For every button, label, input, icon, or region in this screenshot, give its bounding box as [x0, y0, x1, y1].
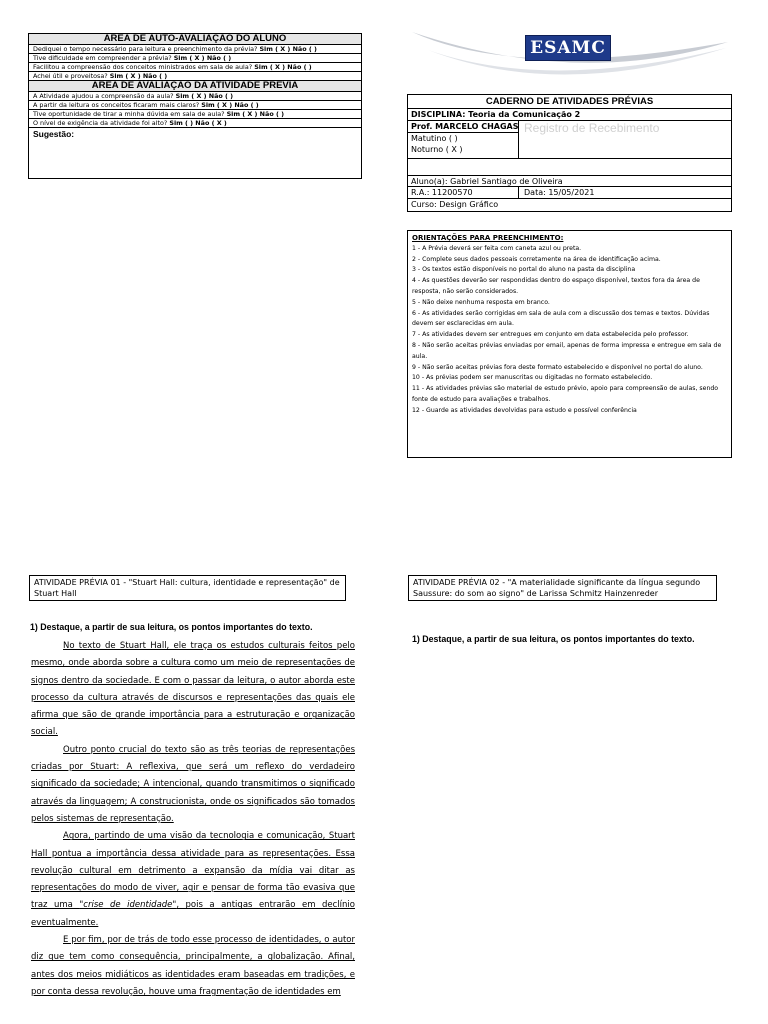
receipt-stamp-area: Registro de Recebimento [524, 121, 660, 135]
instruction-item: 3 - Os textos estão disponíveis no portal do aluno na pasta da disciplina [412, 266, 636, 274]
instruction-item: 9 - Não serão aceitas prévias fora deste formato estabelecido e disponível no portal do aluno. [412, 363, 703, 371]
student-ra: R.A.: 11200570 [408, 187, 519, 199]
activity-2-title-box [408, 575, 717, 601]
instructions-box [407, 230, 732, 458]
suggestion-field[interactable] [29, 128, 361, 178]
shift-morning: Matutino ( ) [411, 134, 458, 143]
self-eval-row: Facilitou a compreensão dos conceitos ministrados em sala de aula? Sim ( X ) Não ( ) [29, 63, 361, 72]
self-eval-row: Tive dificuldade em compreender a prévia? Sim ( X ) Não ( ) [29, 54, 361, 63]
activity-2-title: ATIVIDADE PRÉVIA 02 - "A materialidade significante da língua segundo Saussure: do som ao signo" de Larissa Schmitz Hainzenreder [413, 578, 701, 598]
instruction-item: 12 - Guarde as atividades devolvidas para estudo e possível conferência [412, 406, 637, 414]
instruction-item: 4 - As questões deverão ser respondidas dentro do espaço disponível, textos fora da área de resposta, não serão considerados. [412, 277, 700, 295]
instruction-item: 10 - As prévias podem ser manuscritas ou digitadas no formato estabelecido. [412, 374, 653, 382]
activity-1-title-box [29, 575, 346, 601]
answer-paragraph: Outro ponto crucial do texto são as três teorias de representações criadas por Stuart: A reflexiva, que será um reflexo do verdadeiro significado da sociedade; A intencional, quando transmitimos o significado através da linguagem; A construcionista, onde os significados são tomados pelos sistemas de representação. [31, 744, 355, 824]
caderno-title: CADERNO DE ATIVIDADES PRÉVIAS [408, 95, 731, 109]
activity-1-question: 1) Destaque, a partir de sua leitura, os pontos importantes do texto. [30, 622, 313, 632]
instructions-title: ORIENTAÇÕES PARA PREENCHIMENTO: [412, 234, 564, 242]
instruction-item: 1 - A Prévia deverá ser feita com caneta azul ou preta. [412, 244, 582, 252]
professor-shift-cell [408, 121, 519, 159]
student-name: Aluno(a): Gabriel Santiago de Oliveira [408, 175, 731, 187]
self-eval-row: Dediquei o tempo necessário para leitura e preenchimento da prévia? Sim ( X ) Não ( ) [29, 45, 361, 54]
esamc-logo [525, 35, 611, 61]
shift-night: Noturno ( X ) [411, 145, 463, 154]
self-evaluation-table [28, 33, 362, 179]
professor-name: Prof. MARCELO CHAGAS [408, 121, 518, 133]
submission-date: Data: 15/05/2021 [524, 188, 595, 197]
suggestion-label: Sugestão: [33, 129, 75, 139]
instruction-item: 6 - As atividades serão corrigidas em sala de aula com a discussão dos temas e textos. Dúvidas devem ser esclarecidas em aula. [412, 309, 710, 328]
activity-evaluation-title: ÁREA DE AVALIAÇÃO DA ATIVIDADE PRÉVIA [29, 81, 361, 92]
activity-eval-row: A partir da leitura os conceitos ficaram mais claros? Sim ( X ) Não ( ) [29, 101, 361, 110]
discipline: DISCIPLINA: Teoria da Comunicação 2 [408, 109, 731, 121]
answer-paragraph: No texto de Stuart Hall, ele traça os estudos culturais feitos pelo mesmo, onde aborda sobre a cultura como um meio de representações de signos dentro da sociedade. E com o passar da leitura, o autor aborda este processo da cultura através de discursos e representações das quais ele afirma que são de grande importância para a estruturação e organização social. [31, 641, 355, 738]
instruction-item: 2 - Complete seus dados pessoais corretamente na área de identificação acima. [412, 255, 661, 263]
self-evaluation-title: ÁREA DE AUTO-AVALIAÇÃO DO ALUNO [29, 34, 361, 45]
activity-1-answer[interactable] [31, 638, 355, 1001]
activity-eval-row: A Atividade ajudou a compreensão da aula? Sim ( X ) Não ( ) [29, 92, 361, 101]
activity-2-question: 1) Destaque, a partir de sua leitura, os pontos importantes do texto. [412, 634, 695, 644]
self-eval-row: Achei útil e proveitosa? Sim ( X ) Não ( ) [29, 72, 361, 81]
caderno-header-box [407, 94, 732, 212]
instruction-item: 11 - As atividades prévias são material de estudo prévio, apoio para compreensão de aulas, sendo fonte de estudo para avaliações e trabalhos. [412, 385, 719, 403]
answer-paragraph: Agora, partindo de uma visão da tecnologia e comunicação, Stuart Hall pontua a importância dessa atividade para as representações. Essa revolução cultural em detrimento a expansão da mídia vai ditar as representações do modo de viver, agir e pensar de forma tão evasiva que traz uma "crise de identidade", pois a antigas entrarão em declínio eventualmente. [31, 831, 355, 928]
activity-eval-row: Tive oportunidade de tirar a minha dúvida em sala de aula? Sim ( X ) Não ( ) [29, 110, 361, 119]
answer-paragraph: E por fim, por de trás de todo esse processo de identidades, o autor diz que tem como consequência, principalmente, a globalização. Afinal, antes dos meios midiáticos as identidades eram baseadas em tradições, e por conta dessa revolução, houve uma fragmentação de identidades em [31, 935, 355, 997]
activity-eval-row: O nível de exigência da atividade foi alto? Sim ( ) Não ( X ) [29, 119, 361, 128]
instruction-item: 7 - As atividades devem ser entregues em conjunto em data estabelecida pelo professor. [412, 331, 689, 339]
course: Curso: Design Gráfico [411, 200, 499, 209]
logo-text: ESAMC [530, 38, 606, 58]
instruction-item: 5 - Não deixe nenhuma resposta em branco. [412, 298, 550, 306]
activity-1-title: ATIVIDADE PRÉVIA 01 - "Stuart Hall: cultura, identidade e representação" de Stuart Hall [34, 578, 340, 598]
instruction-item: 8 - Não serão aceitas prévias enviadas por email, apenas de forma impressa e entregue em sala de aula. [412, 341, 722, 360]
